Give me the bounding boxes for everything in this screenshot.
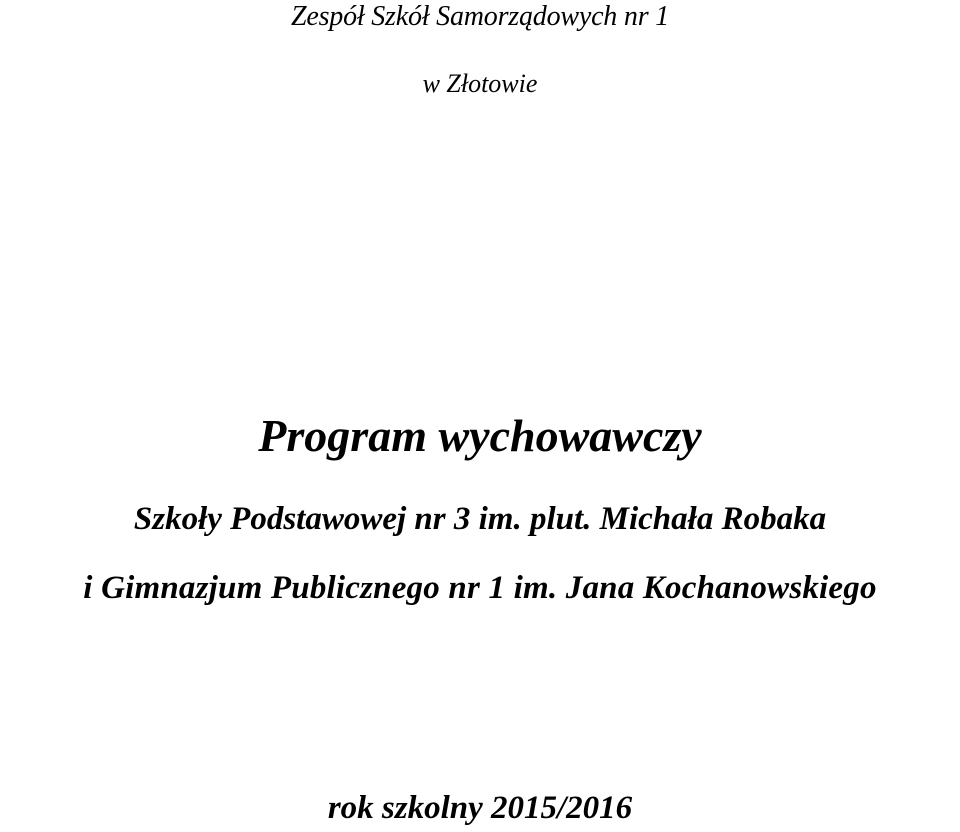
primary-school-name: Szkoły Podstawowej nr 3 im. plut. Michała Robaka [133, 501, 827, 537]
junior-high-school-name: i Gimnazjum Publicznego nr 1 im. Jana Kochanowskiego [83, 570, 877, 606]
school-complex-name: Zespół Szkół Samorządowych nr 1 [290, 1, 670, 32]
document-title: Program wychowawczy [258, 410, 702, 461]
school-city: w Złotowie [422, 69, 538, 98]
school-year: rok szkolny 2015/2016 [327, 790, 633, 826]
